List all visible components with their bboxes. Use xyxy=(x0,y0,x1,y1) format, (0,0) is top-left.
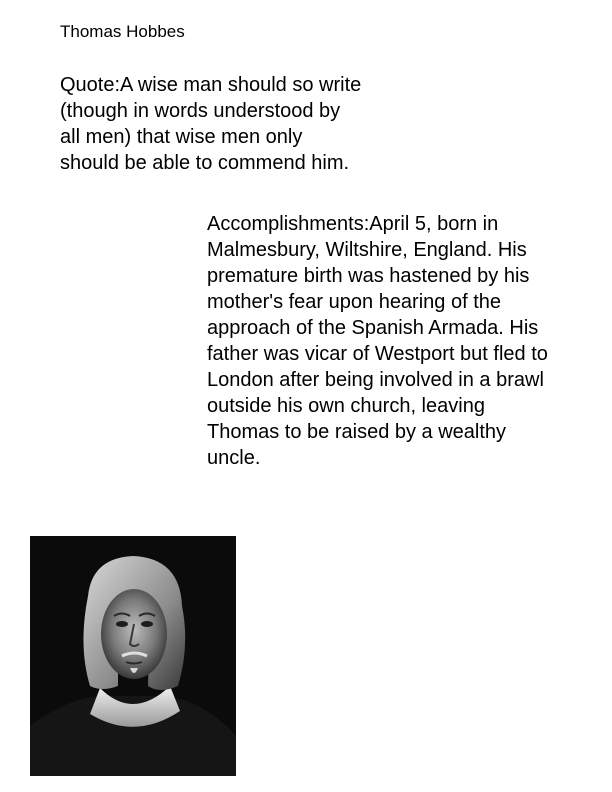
accomplishments-line: Malmesbury, Wiltshire, England. His xyxy=(207,239,527,261)
quote-line: should be able to commend him. xyxy=(60,152,350,174)
portrait-image xyxy=(30,536,236,776)
quote-line: Quote:A wise man should so write xyxy=(60,74,362,96)
accomplishments-line: Accomplishments:April 5, born in xyxy=(207,213,499,235)
accomplishments-line: mother's fear upon hearing of the xyxy=(207,291,502,313)
accomplishments-line: premature birth was hastened by his xyxy=(207,265,530,287)
accomplishments-block xyxy=(207,211,607,471)
accomplishments-line: Thomas to be raised by a wealthy xyxy=(207,421,507,443)
accomplishments-line: London after being involved in a brawl xyxy=(207,369,544,391)
accomplishments-line: outside his own church, leaving xyxy=(207,395,485,417)
quote-block xyxy=(60,72,405,176)
person-name: Thomas Hobbes xyxy=(60,22,185,41)
quote-line: (though in words understood by xyxy=(60,100,341,122)
quote-line: all men) that wise men only xyxy=(60,126,303,148)
accomplishments-line: approach of the Spanish Armada. His xyxy=(207,317,539,339)
accomplishments-line: father was vicar of Westport but fled to xyxy=(207,343,548,365)
accomplishments-line: uncle. xyxy=(207,447,261,469)
